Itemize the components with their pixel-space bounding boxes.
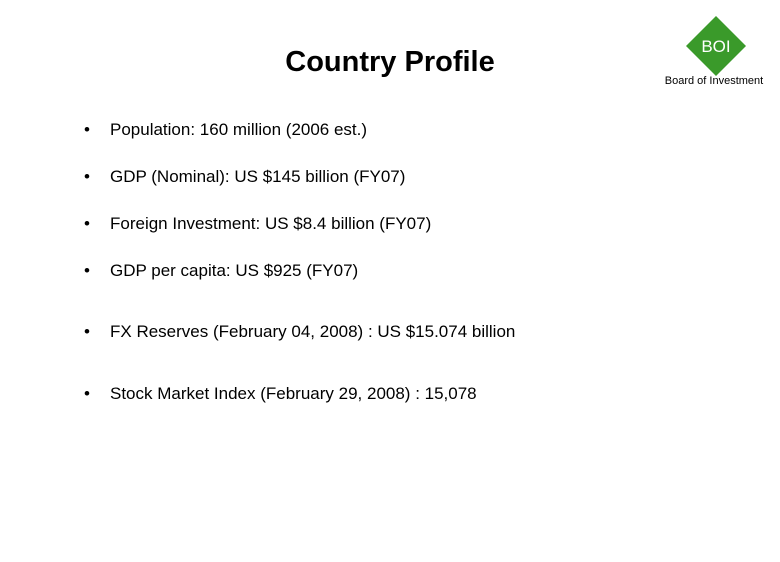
boi-logo-mark: BOI bbox=[701, 37, 731, 56]
boi-diamond-icon bbox=[684, 14, 748, 78]
bullet-text: GDP (Nominal): US $145 billion (FY07) bbox=[110, 167, 406, 186]
bullet-text: Population: 160 million (2006 est.) bbox=[110, 120, 368, 139]
bullet-gdp-nominal bbox=[84, 167, 405, 187]
bullet-marker: • bbox=[84, 214, 90, 233]
logo-caption: Board of Investment bbox=[664, 75, 764, 87]
bullet-text: GDP per capita: US $925 (FY07) bbox=[110, 261, 359, 280]
bullet-marker: • bbox=[84, 322, 90, 341]
slide-title: Country Profile bbox=[285, 46, 495, 78]
bullet-text: Stock Market Index (February 29, 2008) : 15,078 bbox=[110, 384, 477, 403]
bullet-text: Foreign Investment: US $8.4 billion (FY07) bbox=[110, 214, 432, 233]
bullet-stock-market-index bbox=[84, 384, 477, 404]
bullet-population bbox=[84, 120, 367, 140]
bullet-foreign-investment bbox=[84, 214, 431, 234]
bullet-marker: • bbox=[84, 167, 90, 186]
bullet-gdp-per-capita bbox=[84, 261, 358, 281]
bullet-marker: • bbox=[84, 120, 90, 139]
boi-logo bbox=[656, 14, 776, 90]
bullet-marker: • bbox=[84, 261, 90, 280]
bullet-text: FX Reserves (February 04, 2008) : US $15.074 billion bbox=[110, 322, 516, 341]
bullet-marker: • bbox=[84, 384, 90, 403]
bullet-fx-reserves bbox=[84, 322, 515, 342]
